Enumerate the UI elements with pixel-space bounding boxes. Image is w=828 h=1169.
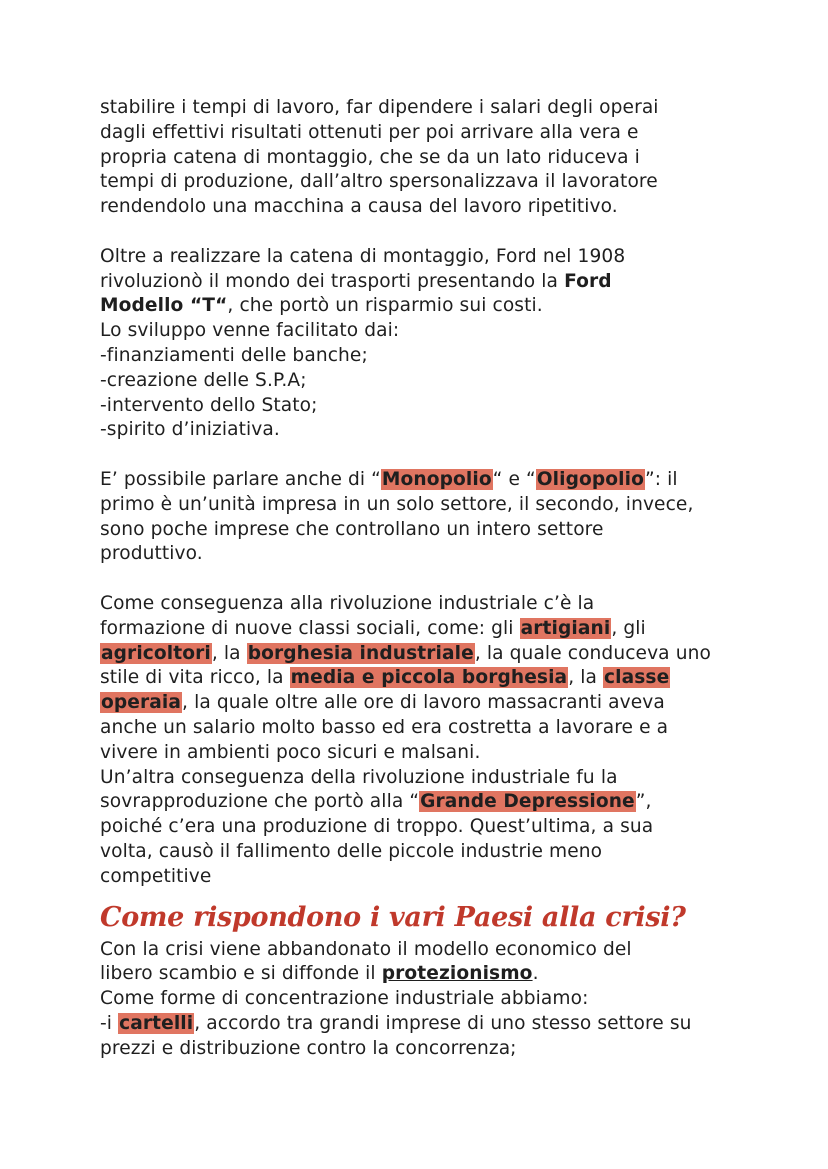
text-line: [100, 270, 740, 295]
highlight-grande-depressione: Grande Depressione: [420, 791, 635, 813]
paragraph-protezionismo: [100, 938, 740, 1062]
text-span: , la: [211, 642, 247, 664]
list-item: -intervento dello Stato;: [100, 394, 318, 416]
text-line: [100, 294, 740, 319]
text-line: vivere in ambienti poco sicuri e malsani.: [100, 741, 481, 763]
highlight-borghesia-industriale: borghesia industriale: [247, 642, 474, 664]
bold-term: Modello “T“: [100, 295, 228, 317]
text-span: E’ possibile parlare anche di “: [100, 468, 381, 490]
text-span: -i: [100, 1012, 119, 1034]
underlined-protezionismo: protezionismo: [381, 963, 533, 985]
text-line: poiché c’era una produzione di troppo. Quest’ultima, a sua: [100, 816, 654, 838]
text-line: [100, 790, 740, 815]
paragraph-gap: [100, 443, 740, 468]
list-item: -spirito d’iniziativa.: [100, 419, 280, 441]
text-line: Lo sviluppo venne facilitato dai:: [100, 320, 400, 342]
text-span: “ e “: [492, 468, 536, 490]
text-line: [100, 617, 740, 642]
paragraph-ford-modello-t: [100, 245, 740, 443]
text-line: prezzi e distribuzione contro la concorrenza;: [100, 1037, 517, 1059]
text-line: competitive: [100, 865, 212, 887]
text-span: ”,: [635, 791, 652, 813]
text-line: produttivo.: [100, 543, 203, 565]
text-line: propria catena di montaggio, che se da un lato riduceva i: [100, 146, 640, 168]
text-span: .: [532, 963, 539, 985]
text-span: formazione di nuove classi sociali, come: gli: [100, 617, 520, 639]
highlight-operaia: operaia: [101, 692, 182, 714]
text-line: sono poche imprese che controllano un intero settore: [100, 518, 604, 540]
bold-term: Ford: [564, 270, 612, 292]
text-line: Un’altra conseguenza della rivoluzione industriale fu la: [100, 766, 618, 788]
text-line: Come forme di concentrazione industriale abbiamo:: [100, 988, 589, 1010]
list-item: -finanziamenti delle banche;: [100, 344, 368, 366]
text-span: stile di vita ricco, la: [100, 667, 290, 689]
text-line: [100, 642, 740, 667]
text-span: , la quale oltre alle ore di lavoro massacranti aveva: [182, 692, 665, 714]
paragraph-classi-sociali: [100, 592, 740, 890]
text-line: Con la crisi viene abbandonato il modello economico del: [100, 938, 632, 960]
highlight-media-piccola-borghesia: media e piccola borghesia: [290, 667, 568, 689]
list-item: [100, 1012, 740, 1037]
text-line: primo è un’unità impresa in un solo settore, il secondo, invece,: [100, 493, 694, 515]
text-span: , la: [568, 667, 604, 689]
text-span: , che portò un risparmio sui costi.: [227, 295, 543, 317]
paragraph-gap: [100, 220, 740, 245]
text-line: Oltre a realizzare la catena di montaggio, Ford nel 1908: [100, 245, 626, 267]
paragraph-catena-montaggio: [100, 96, 740, 220]
text-line: stabilire i tempi di lavoro, far dipendere i salari degli operai: [100, 97, 659, 118]
text-line: dagli effettivi risultati ottenuti per poi arrivare alla vera e: [100, 121, 639, 143]
text-line: Come conseguenza alla rivoluzione industriale c’è la: [100, 592, 595, 614]
text-line: anche un salario molto basso ed era costretta a lavorare e a: [100, 716, 669, 738]
highlight-classe: classe: [604, 667, 670, 689]
text-line: volta, causò il fallimento delle piccole industrie meno: [100, 840, 603, 862]
text-span: sovrapproduzione che portò alla “: [100, 791, 420, 813]
text-line: [100, 962, 740, 987]
text-line: tempi di produzione, dall’altro spersonalizzava il lavoratore: [100, 171, 658, 193]
text-span: libero scambio e si diffonde il: [100, 963, 382, 985]
highlight-cartelli: cartelli: [119, 1012, 194, 1034]
text-line: [100, 666, 740, 691]
highlight-agricoltori: agricoltori: [101, 642, 211, 664]
highlight-artigiani: artigiani: [520, 617, 611, 639]
paragraph-monopolio: [100, 468, 740, 567]
text-span: , accordo tra grandi imprese di uno stesso settore su: [194, 1012, 692, 1034]
text-span: , gli: [611, 617, 646, 639]
highlight-oligopolio: Oligopolio: [536, 468, 644, 490]
text-span: rivoluzionò il mondo dei trasporti presentando la: [100, 270, 565, 292]
document-page: [100, 96, 740, 1061]
section-heading: Come rispondono i vari Paesi alla crisi?: [100, 901, 686, 933]
text-span: ”: il: [645, 468, 678, 490]
list-item: -creazione delle S.P.A;: [100, 369, 307, 391]
paragraph-gap: [100, 567, 740, 592]
text-line: rendendolo una macchina a causa del lavoro ripetitivo.: [100, 196, 618, 218]
text-line: [100, 468, 740, 493]
highlight-monopolio: Monopolio: [381, 468, 492, 490]
text-line: [100, 691, 740, 716]
text-span: , la quale conduceva uno: [474, 642, 711, 664]
